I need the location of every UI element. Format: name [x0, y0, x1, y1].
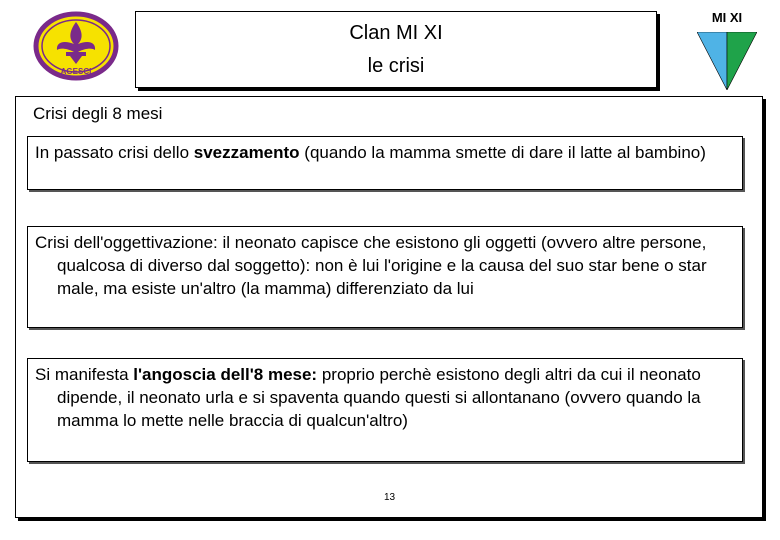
- box1-paragraph: [35, 141, 736, 164]
- box3-text-end: proprio perchè esistono degli altri da cui il neonato dipende, il neonato urla e si spaventa quando questi si allontanano (ovvero quando la mamma lo mette nelle braccia di qualcun'altro): [57, 365, 701, 430]
- triangle-badge-icon: [697, 32, 757, 90]
- agesci-logo: [30, 10, 122, 82]
- box1-text-start: In passato crisi dello: [35, 143, 194, 162]
- clan-badge: [695, 8, 759, 88]
- text-box-oggettivazione: [27, 226, 743, 328]
- text-box-angoscia: [27, 358, 743, 462]
- box1-text-end: (quando la mamma smette di dare il latte al bambino): [299, 143, 706, 162]
- box3-text-start: Si manifesta: [35, 365, 134, 384]
- box2-paragraph: Crisi dell'oggettivazione: il neonato capisce che esistono gli oggetti (ovvero altre persone, qualcosa di diverso dal soggetto): non è lui l'origine e la causa del suo star bene o star male, ma esiste un'altro (la mamma) differenziato da lui: [35, 233, 707, 298]
- section-title: Crisi degli 8 mesi: [33, 104, 163, 123]
- header-box: [135, 11, 657, 88]
- box1-text-bold: svezzamento: [193, 143, 300, 162]
- badge-label: MI XI: [711, 10, 743, 25]
- box3-paragraph: [35, 363, 736, 432]
- box3-text-bold: l'angoscia dell'8 mese:: [133, 365, 318, 384]
- text-box-svezzamento: [27, 136, 743, 190]
- page-title: Clan MI XI: [349, 22, 443, 44]
- page-number: 13: [384, 492, 396, 503]
- page-subtitle: le crisi: [367, 55, 425, 77]
- logo-text: AGESCI: [60, 67, 92, 76]
